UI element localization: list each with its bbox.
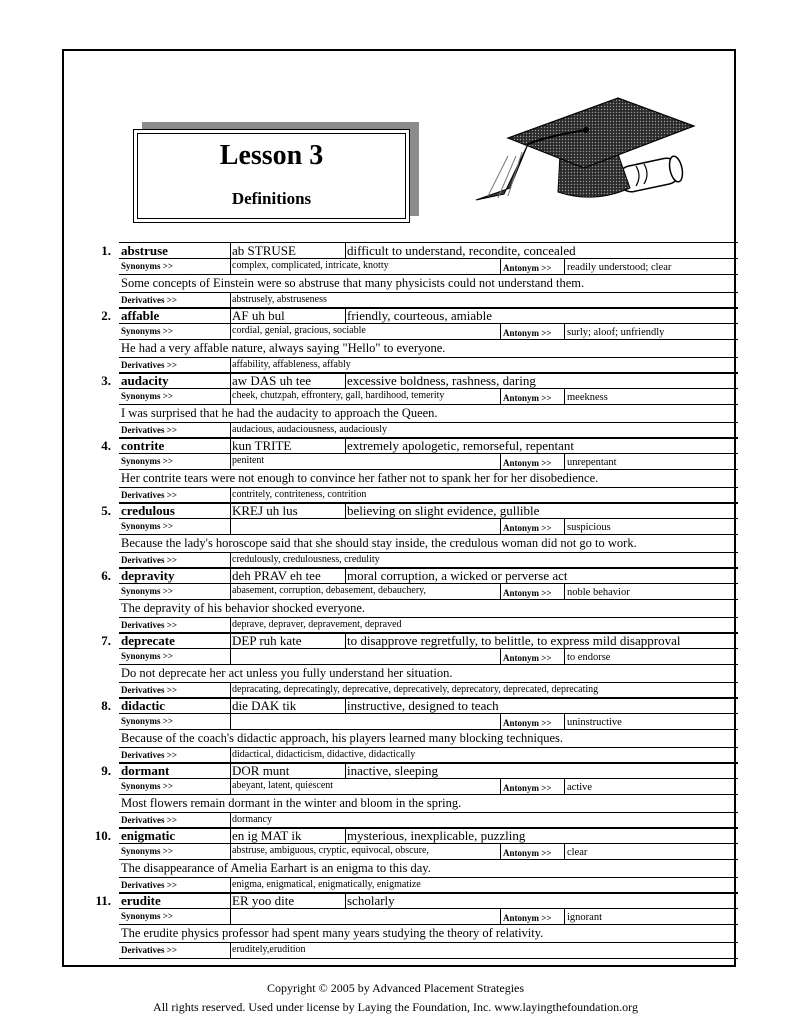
entry-number: 8. (101, 698, 111, 713)
synonyms: abeyant, latent, quiescent (232, 780, 334, 791)
derivatives-label: Derivatives >> (121, 880, 177, 890)
vocab-word: erudite (121, 893, 161, 908)
vocab-entry (75, 697, 738, 762)
lesson-subtitle: Definitions (231, 189, 312, 208)
antonym-label: Antonym >> (503, 588, 552, 598)
definition: to disapprove regretfully, to belittle, to express mild disapproval (347, 633, 681, 648)
synonyms-label: Synonyms >> (121, 261, 174, 271)
divider (230, 358, 231, 373)
vocab-entry (75, 827, 738, 892)
divider (230, 779, 231, 795)
definition: extremely apologetic, remorseful, repentant (347, 438, 575, 453)
synonyms: cordial, genial, gracious, sociable (232, 325, 366, 336)
divider (345, 373, 346, 389)
example-sentence: The disappearance of Amelia Earhart is an enigma to this day. (121, 861, 431, 875)
divider (345, 828, 346, 844)
divider (500, 454, 501, 470)
definition: mysterious, inexplicable, puzzling (347, 828, 526, 843)
divider (230, 584, 231, 600)
pronunciation: en ig MAT ik (232, 828, 302, 843)
vocab-word: dormant (121, 763, 170, 778)
entry-word-row (119, 437, 738, 454)
entry-number: 11. (95, 893, 111, 908)
divider (230, 389, 231, 405)
entry-sentence-row (119, 469, 738, 488)
entry-sentence-row (119, 664, 738, 683)
synonyms-label: Synonyms >> (121, 391, 174, 401)
entry-number: 2. (101, 308, 111, 323)
entry-word-row (119, 632, 738, 649)
derivatives-label: Derivatives >> (121, 360, 177, 370)
divider (500, 909, 501, 925)
derivatives: credulously, credulousness, credulity (232, 554, 380, 565)
license-line: All rights reserved. Used under license by Laying the Foundation, Inc. www.layingthefoundation.org (153, 1000, 638, 1014)
entry-sentence-row (119, 924, 738, 943)
vocab-word: contrite (121, 438, 165, 453)
entry-number: 9. (101, 763, 111, 778)
entry-number: 10. (94, 828, 111, 843)
synonyms-label: Synonyms >> (121, 326, 174, 336)
vocab-entry (75, 437, 738, 502)
entry-synonym-row (119, 908, 738, 925)
entry-synonym-row (119, 388, 738, 405)
antonym: readily understood; clear (567, 262, 672, 273)
divider (345, 503, 346, 519)
entry-word-row (119, 307, 738, 324)
divider (230, 243, 231, 259)
example-sentence: He had a very affable nature, always saying "Hello" to everyone. (121, 341, 446, 355)
divider (500, 584, 501, 600)
definition: instructive, designed to teach (347, 698, 499, 713)
synonyms-label: Synonyms >> (121, 586, 174, 596)
derivatives-label: Derivatives >> (121, 490, 177, 500)
derivatives: depracating, deprecatingly, deprecative, deprecatively, deprecatory, deprecated, deprecating (232, 684, 599, 695)
derivatives: affability, affableness, affably (232, 359, 351, 370)
divider (230, 714, 231, 730)
entry-word-row (119, 567, 738, 584)
example-sentence: Some concepts of Einstein were so abstruse that many physicists could not understand them. (121, 276, 585, 290)
vocab-word: abstruse (121, 243, 168, 258)
divider (500, 389, 501, 405)
pronunciation: AF uh bul (232, 308, 285, 323)
divider (500, 519, 501, 535)
antonym-label: Antonym >> (503, 458, 552, 468)
pronunciation: die DAK tik (232, 698, 297, 713)
divider (230, 763, 231, 779)
derivatives: didactical, didacticism, didactive, didactically (232, 749, 416, 760)
divider (564, 324, 565, 340)
divider (230, 324, 231, 340)
antonym-label: Antonym >> (503, 263, 552, 273)
vocab-entry (75, 567, 738, 632)
copyright-notice (0, 979, 791, 1017)
entry-sentence-row (119, 729, 738, 748)
synonyms: abasement, corruption, debasement, debauchery, (232, 585, 426, 596)
pronunciation: ER yoo dite (232, 893, 295, 908)
derivatives: eruditely,erudition (232, 944, 306, 955)
definition: scholarly (347, 893, 395, 908)
derivatives: abstrusely, abstruseness (232, 294, 327, 305)
divider (345, 308, 346, 324)
divider (230, 844, 231, 860)
title-box (133, 129, 410, 223)
vocab-entry (75, 307, 738, 372)
entry-word-row (119, 372, 738, 389)
copyright-line: Copyright © 2005 by Advanced Placement Strategies (266, 981, 525, 995)
antonym: uninstructive (567, 717, 622, 728)
entry-synonym-row (119, 323, 738, 340)
antonym-label: Antonym >> (503, 913, 552, 923)
vocab-entry (75, 892, 738, 957)
synonyms-label: Synonyms >> (121, 716, 174, 726)
entry-synonym-row (119, 583, 738, 600)
divider (230, 488, 231, 503)
entry-sentence-row (119, 534, 738, 553)
derivatives-label: Derivatives >> (121, 295, 177, 305)
divider (564, 779, 565, 795)
derivatives-label: Derivatives >> (121, 945, 177, 955)
divider (564, 454, 565, 470)
divider (345, 438, 346, 454)
divider (230, 568, 231, 584)
example-sentence: The depravity of his behavior shocked everyone. (121, 601, 366, 615)
divider (230, 649, 231, 665)
divider (230, 813, 231, 828)
divider (564, 649, 565, 665)
divider (345, 763, 346, 779)
antonym-label: Antonym >> (503, 653, 552, 663)
pronunciation: kun TRITE (232, 438, 292, 453)
divider (345, 568, 346, 584)
definition: believing on slight evidence, gullible (347, 503, 540, 518)
example-sentence: I was surprised that he had the audacity to approach the Queen. (121, 406, 438, 420)
antonym: noble behavior (567, 587, 630, 598)
divider (230, 893, 231, 909)
definition: moral corruption, a wicked or perverse act (347, 568, 568, 583)
divider (564, 714, 565, 730)
divider (230, 454, 231, 470)
divider (230, 698, 231, 714)
divider (500, 649, 501, 665)
divider (230, 553, 231, 568)
entry-word-row (119, 242, 738, 259)
divider (230, 618, 231, 633)
synonyms-label: Synonyms >> (121, 846, 174, 856)
synonyms-label: Synonyms >> (121, 651, 174, 661)
divider (230, 373, 231, 389)
synonyms-label: Synonyms >> (121, 781, 174, 791)
divider (230, 878, 231, 893)
entry-number: 6. (101, 568, 111, 583)
entry-word-row (119, 762, 738, 779)
vocab-word: enigmatic (121, 828, 176, 843)
divider (500, 714, 501, 730)
divider (500, 844, 501, 860)
pronunciation: DOR munt (232, 763, 290, 778)
entry-number: 3. (101, 373, 111, 388)
synonyms: penitent (232, 455, 265, 466)
divider (230, 828, 231, 844)
divider (500, 324, 501, 340)
example-sentence: Her contrite tears were not enough to convince her father not to spank her for her disobedience. (121, 471, 599, 485)
antonym: ignorant (567, 912, 602, 923)
divider (564, 584, 565, 600)
synonyms-label: Synonyms >> (121, 911, 174, 921)
derivatives: deprave, depraver, depravement, depraved (232, 619, 402, 630)
graduation-cap-icon (468, 96, 698, 212)
antonym: surly; aloof; unfriendly (567, 327, 665, 338)
pronunciation: KREJ uh lus (232, 503, 298, 518)
divider (230, 308, 231, 324)
antonym: to endorse (567, 652, 611, 663)
example-sentence: Because the lady's horoscope said that she should stay inside, the credulous woman did not go to work. (121, 536, 637, 550)
derivatives-label: Derivatives >> (121, 555, 177, 565)
divider (230, 438, 231, 454)
vocab-entry (75, 242, 738, 307)
divider (500, 779, 501, 795)
entry-synonym-row (119, 713, 738, 730)
antonym-label: Antonym >> (503, 328, 552, 338)
entry-sentence-row (119, 404, 738, 423)
entry-number: 7. (101, 633, 111, 648)
vocab-entry (75, 762, 738, 827)
vocab-word: deprecate (121, 633, 175, 648)
divider (230, 683, 231, 698)
definition: friendly, courteous, amiable (347, 308, 492, 323)
entry-synonym-row (119, 453, 738, 470)
divider (230, 943, 231, 958)
divider (230, 909, 231, 925)
antonym: meekness (567, 392, 608, 403)
divider (230, 259, 231, 275)
definition: inactive, sleeping (347, 763, 438, 778)
synonyms: abstruse, ambiguous, cryptic, equivocal, obscure, (232, 845, 429, 856)
pronunciation: DEP ruh kate (232, 633, 302, 648)
entry-synonym-row (119, 778, 738, 795)
entry-sentence-row (119, 339, 738, 358)
pronunciation: deh PRAV eh tee (232, 568, 321, 583)
entry-sentence-row (119, 794, 738, 813)
vocabulary-table (75, 242, 738, 957)
entry-synonym-row (119, 648, 738, 665)
antonym-label: Antonym >> (503, 718, 552, 728)
definition: difficult to understand, recondite, concealed (347, 243, 576, 258)
divider (345, 698, 346, 714)
synonyms-label: Synonyms >> (121, 456, 174, 466)
synonyms-label: Synonyms >> (121, 521, 174, 531)
divider (564, 519, 565, 535)
entry-sentence-row (119, 274, 738, 293)
entry-sentence-row (119, 859, 738, 878)
divider (230, 519, 231, 535)
pronunciation: ab STRUSE (232, 243, 296, 258)
derivatives-label: Derivatives >> (121, 815, 177, 825)
derivatives: dormancy (232, 814, 272, 825)
antonym: clear (567, 847, 588, 858)
divider (230, 423, 231, 438)
vocab-word: audacity (121, 373, 169, 388)
derivatives-label: Derivatives >> (121, 750, 177, 760)
entry-word-row (119, 827, 738, 844)
antonym: active (567, 782, 593, 793)
example-sentence: Do not deprecate her act unless you fully understand her situation. (121, 666, 453, 680)
divider (230, 503, 231, 519)
synonyms: cheek, chutzpah, effrontery, gall, hardihood, temerity (232, 390, 445, 401)
definition: excessive boldness, rashness, daring (347, 373, 536, 388)
divider (230, 633, 231, 649)
entry-synonym-row (119, 843, 738, 860)
entry-derivatives-row (119, 942, 738, 959)
entry-number: 4. (101, 438, 111, 453)
entry-word-row (119, 892, 738, 909)
divider (564, 909, 565, 925)
antonym-label: Antonym >> (503, 523, 552, 533)
synonyms: complex, complicated, intricate, knotty (232, 260, 389, 271)
divider (564, 259, 565, 275)
entry-synonym-row (119, 518, 738, 535)
derivatives: enigma, enigmatical, enigmatically, enigmatize (232, 879, 421, 890)
example-sentence: Because of the coach's didactic approach, his players learned many blocking techniques. (121, 731, 564, 745)
divider (564, 844, 565, 860)
pronunciation: aw DAS uh tee (232, 373, 312, 388)
lesson-title: Lesson 3 (219, 140, 324, 171)
divider (345, 893, 346, 909)
vocab-entry (75, 372, 738, 437)
entry-word-row (119, 697, 738, 714)
example-sentence: Most flowers remain dormant in the winter and bloom in the spring. (121, 796, 462, 810)
entry-word-row (119, 502, 738, 519)
entry-number: 1. (101, 243, 111, 258)
antonym-label: Antonym >> (503, 848, 552, 858)
divider (500, 259, 501, 275)
vocab-word: affable (121, 308, 160, 323)
derivatives-label: Derivatives >> (121, 685, 177, 695)
vocab-entry (75, 632, 738, 697)
entry-number: 5. (101, 503, 111, 518)
divider (230, 748, 231, 763)
derivatives-label: Derivatives >> (121, 425, 177, 435)
divider (345, 243, 346, 259)
derivatives: audacious, audaciousness, audaciously (232, 424, 387, 435)
antonym: unrepentant (567, 457, 617, 468)
vocab-word: didactic (121, 698, 166, 713)
vocab-word: credulous (121, 503, 175, 518)
divider (564, 389, 565, 405)
divider (345, 633, 346, 649)
antonym-label: Antonym >> (503, 393, 552, 403)
divider (230, 293, 231, 308)
example-sentence: The erudite physics professor had spent many years studying the theory of relativity. (121, 926, 544, 940)
derivatives: contritely, contriteness, contrition (232, 489, 367, 500)
antonym-label: Antonym >> (503, 783, 552, 793)
entry-synonym-row (119, 258, 738, 275)
vocab-word: depravity (121, 568, 175, 583)
vocab-entry (75, 502, 738, 567)
entry-sentence-row (119, 599, 738, 618)
derivatives-label: Derivatives >> (121, 620, 177, 630)
antonym: suspicious (567, 522, 611, 533)
